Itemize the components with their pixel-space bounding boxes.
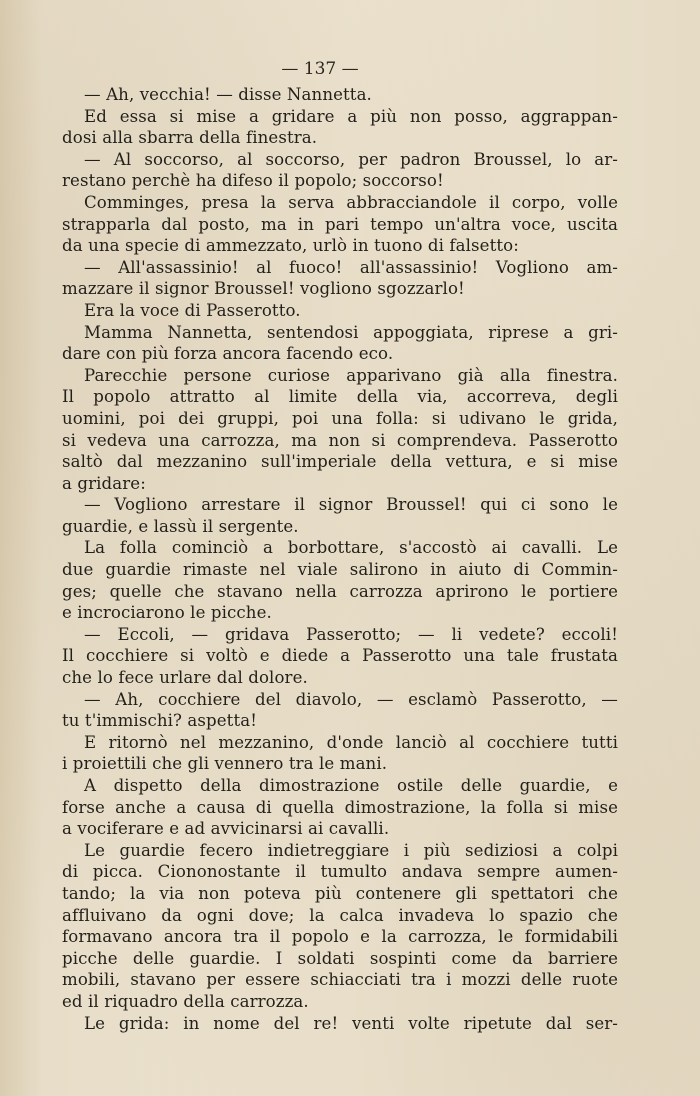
text-line: formavano ancora tra il popolo e la carrozza, le formidabili	[62, 927, 618, 947]
page-number: — 137 —	[281, 59, 359, 79]
text-line: dare con più forza ancora facendo eco.	[62, 344, 394, 364]
text-line: Le grida: in nome del re! venti volte ripetute dal ser-	[84, 1013, 618, 1033]
text-line: — Ah, cocchiere del diavolo, — esclamò Passerotto, —	[84, 689, 618, 709]
text-line: — All'assassinio! al fuoco! all'assassinio! Vogliono am-	[84, 257, 618, 277]
text-line: strapparla dal posto, ma in pari tempo un'altra voce, uscita	[62, 214, 618, 234]
text-line: — Eccoli, — gridava Passerotto; — li vedete? eccoli!	[84, 624, 618, 644]
text-line: dosi alla sbarra della finestra.	[62, 128, 318, 148]
text-line: uomini, poi dei gruppi, poi una folla: si udivano le grida,	[62, 408, 618, 428]
text-line: affluivano da ogni dove; la calca invadeva lo spazio che	[62, 905, 618, 925]
text-line: Il cocchiere si voltò e diede a Passerotto una tale frustata	[62, 646, 618, 666]
text-line: due guardie rimaste nel viale salirono in aiuto di Commin-	[62, 560, 618, 580]
text-line: A dispetto della dimostrazione ostile delle guardie, e	[84, 776, 618, 795]
text-line: Il popolo attratto al limite della via, accorreva, degli	[62, 387, 618, 407]
text-line: e incrociarono le picche.	[62, 603, 272, 623]
text-line: ed il riquadro della carrozza.	[62, 991, 309, 1011]
text-line: guardie, e lassù il sergente.	[62, 516, 299, 536]
body-text	[62, 84, 618, 1034]
text-line: Le guardie fecero indietreggiare i più sediziosi a colpi	[84, 840, 618, 860]
text-line: La folla cominciò a borbottare, s'accostò ai cavalli. Le	[84, 538, 618, 558]
text-line: saltò dal mezzanino sull'imperiale della vettura, e si mise	[62, 452, 618, 472]
text-line: tu t'immischi? aspetta!	[62, 711, 257, 731]
text-line: Era la voce di Passerotto.	[84, 300, 301, 320]
text-line: mazzare il signor Broussel! vogliono sgozzarlo!	[62, 279, 465, 299]
text-line: si vedeva una carrozza, ma non si comprendeva. Passerotto	[62, 430, 618, 450]
text-line: — Ah, vecchia! — disse Nannetta.	[84, 85, 372, 104]
text-line: restano perchè ha difeso il popolo; soccorso!	[62, 171, 444, 191]
text-line: tando; la via non poteva più contenere gli spettatori che	[62, 883, 618, 903]
text-line: ges; quelle che stavano nella carrozza aprirono le portiere	[62, 581, 618, 601]
text-line: Comminges, presa la serva abbracciandole il corpo, volle	[84, 192, 618, 212]
text-line: mobili, stavano per essere schiacciati tra i mozzi delle ruote	[62, 970, 618, 990]
text-line: di picca. Ciononostante il tumulto andava sempre aumen-	[62, 862, 618, 882]
text-line: Mamma Nannetta, sentendosi appoggiata, riprese a gri-	[84, 322, 618, 342]
text-line: forse anche a causa di quella dimostrazione, la folla si mise	[62, 797, 618, 817]
text-line: — Al soccorso, al soccorso, per padron Broussel, lo ar-	[84, 149, 618, 169]
text-line: a vociferare e ad avvicinarsi ai cavalli.	[62, 819, 390, 839]
text-line: a gridare:	[62, 473, 146, 493]
text-line: — Vogliono arrestare il signor Broussel! qui ci sono le	[84, 495, 618, 515]
text-line: da una specie di ammezzato, urlò in tuono di falsetto:	[62, 236, 519, 256]
text-line: Ed essa si mise a gridare a più non posso, aggrappan-	[84, 106, 618, 126]
text-line: E ritornò nel mezzanino, d'onde lanciò al cocchiere tutti	[84, 732, 618, 752]
text-line: Parecchie persone curiose apparivano già alla finestra.	[84, 365, 618, 385]
text-line: che lo fece urlare dal dolore.	[62, 668, 308, 688]
text-line: picche delle guardie. I soldati sospinti come da barriere	[62, 948, 618, 968]
text-line: i proiettili che gli vennero tra le mani.	[62, 754, 388, 774]
